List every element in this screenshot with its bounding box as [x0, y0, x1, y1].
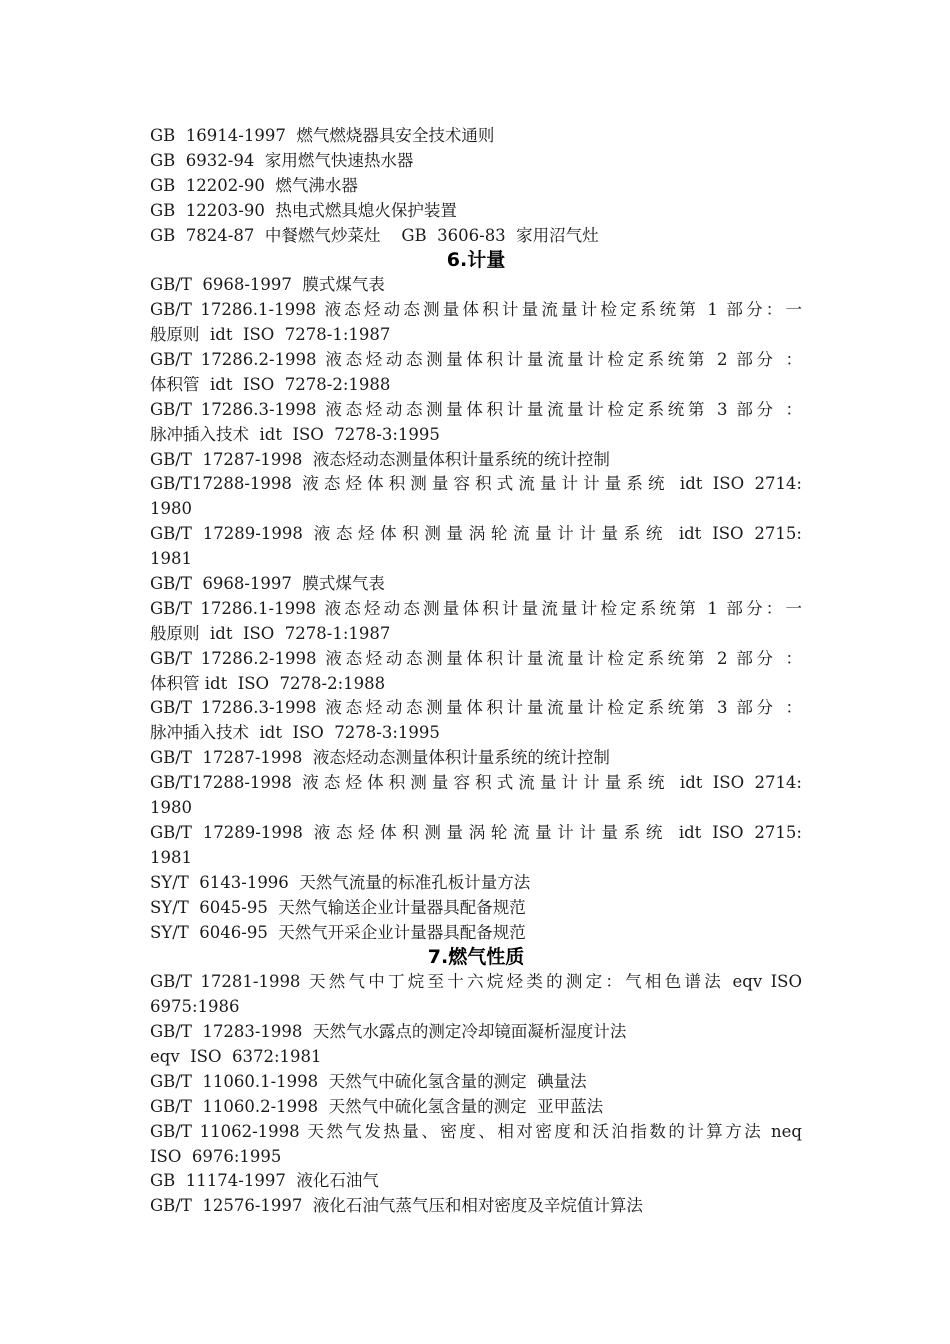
standard-entry-line: 1981: [150, 847, 192, 867]
standard-entry-line: GB/T 17286.3-1998 液态烃动态测量体积计量流量计检定系统第 3 部分 ：: [150, 399, 802, 419]
standard-entry-line: GB/T 17286.2-1998 液态烃动态测量体积计量流量计检定系统第 2 部分 ：: [150, 648, 802, 668]
standard-entry-line: GB 7824-87 中餐燃气炒菜灶 GB 3606-83 家用沼气灶: [150, 225, 599, 245]
document-page: [150, 124, 802, 1219]
standard-entry-line: GB 16914-1997 燃气燃烧器具安全技术通则: [150, 126, 495, 145]
standard-entry-line: GB/T 17281-1998 天然气中丁烷至十六烷烃类的测定：气相色谱法 eqv ISO: [150, 972, 802, 992]
standard-entry-line: GB/T17288-1998 液态烃体积测量容积式流量计计量系统 idt ISO 2714:: [150, 474, 802, 494]
standard-entry-line: GB/T 17286.1-1998 液态烃动态测量体积计量流量计检定系统第 1 部分：一: [150, 598, 802, 618]
standard-entry-line: 脉冲插入技术 idt ISO 7278-3:1995: [150, 424, 440, 444]
standard-entry-line: 1980: [150, 499, 192, 519]
standard-entry-line: 体积管 idt ISO 7278-2:1988: [150, 673, 386, 693]
standard-entry-line: GB 11174-1997 液化石油气: [150, 1171, 379, 1191]
standard-entry-line: GB/T 12576-1997 液化石油气蒸气压和相对密度及辛烷值计算法: [150, 1196, 643, 1216]
section-heading: 7.燃气性质: [427, 946, 525, 969]
standard-entry-line: 1981: [150, 549, 192, 569]
standard-entry-line: 6975:1986: [150, 997, 240, 1017]
standard-entry-line: GB/T 6968-1997 膜式煤气表: [150, 574, 385, 594]
standard-entry-line: GB/T 17287-1998 液态烃动态测量体积计量系统的统计控制: [150, 449, 610, 469]
standard-entry-line: GB/T 11062-1998 天然气发热量、密度、相对密度和沃泊指数的计算方法 neq: [150, 1121, 802, 1141]
standard-entry-line: GB/T 11060.1-1998 天然气中硫化氢含量的测定 碘量法: [150, 1071, 587, 1091]
standard-entry-line: 体积管 idt ISO 7278-2:1988: [150, 374, 391, 394]
standard-entry-line: GB/T 17289-1998 液态烃体积测量涡轮流量计计量系统 idt ISO 2715:: [150, 524, 802, 544]
standard-entry-line: GB/T 17286.3-1998 液态烃动态测量体积计量流量计检定系统第 3 部分 ：: [150, 698, 802, 718]
standard-entry-line: GB/T 17283-1998 天然气水露点的测定冷却镜面凝析湿度计法: [150, 1022, 627, 1042]
standard-entry-line: SY/T 6045-95 天然气输送企业计量器具配备规范: [150, 897, 526, 917]
standard-entry-line: GB/T 17286.2-1998 液态烃动态测量体积计量流量计检定系统第 2 部分 ：: [150, 350, 802, 370]
standard-entry-line: GB/T17288-1998 液态烃体积测量容积式流量计计量系统 idt ISO 2714:: [150, 773, 802, 793]
standard-entry-line: SY/T 6143-1996 天然气流量的标准孔板计量方法: [150, 872, 531, 892]
standard-entry-line: 般原则 idt ISO 7278-1:1987: [150, 623, 391, 643]
standard-entry-line: SY/T 6046-95 天然气开采企业计量器具配备规范: [150, 922, 526, 942]
standard-entry-line: GB/T 11060.2-1998 天然气中硫化氢含量的测定 亚甲蓝法: [150, 1096, 604, 1116]
standard-entry-line: GB 12203-90 热电式燃具熄火保护装置: [150, 200, 457, 220]
standard-entry-line: 脉冲插入技术 idt ISO 7278-3:1995: [150, 723, 440, 743]
standard-entry-line: 般原则 idt ISO 7278-1:1987: [150, 325, 391, 345]
standard-entry-line: GB/T 17287-1998 液态烃动态测量体积计量系统的统计控制: [150, 748, 610, 768]
standard-entry-line: GB 12202-90 燃气沸水器: [150, 175, 358, 195]
standard-entry-line: eqv ISO 6372:1981: [150, 1046, 322, 1066]
standard-entry-line: 1980: [150, 798, 192, 818]
standard-entry-line: GB 6932-94 家用燃气快速热水器: [150, 150, 414, 170]
standard-entry-line: GB/T 6968-1997 膜式煤气表: [150, 275, 385, 295]
standard-entry-line: ISO 6976:1995: [150, 1146, 282, 1166]
standard-entry-line: GB/T 17286.1-1998 液态烃动态测量体积计量流量计检定系统第 1 部分：一: [150, 300, 802, 320]
section-heading: 6.计量: [446, 249, 506, 272]
standard-entry-line: GB/T 17289-1998 液态烃体积测量涡轮流量计计量系统 idt ISO 2715:: [150, 822, 802, 842]
